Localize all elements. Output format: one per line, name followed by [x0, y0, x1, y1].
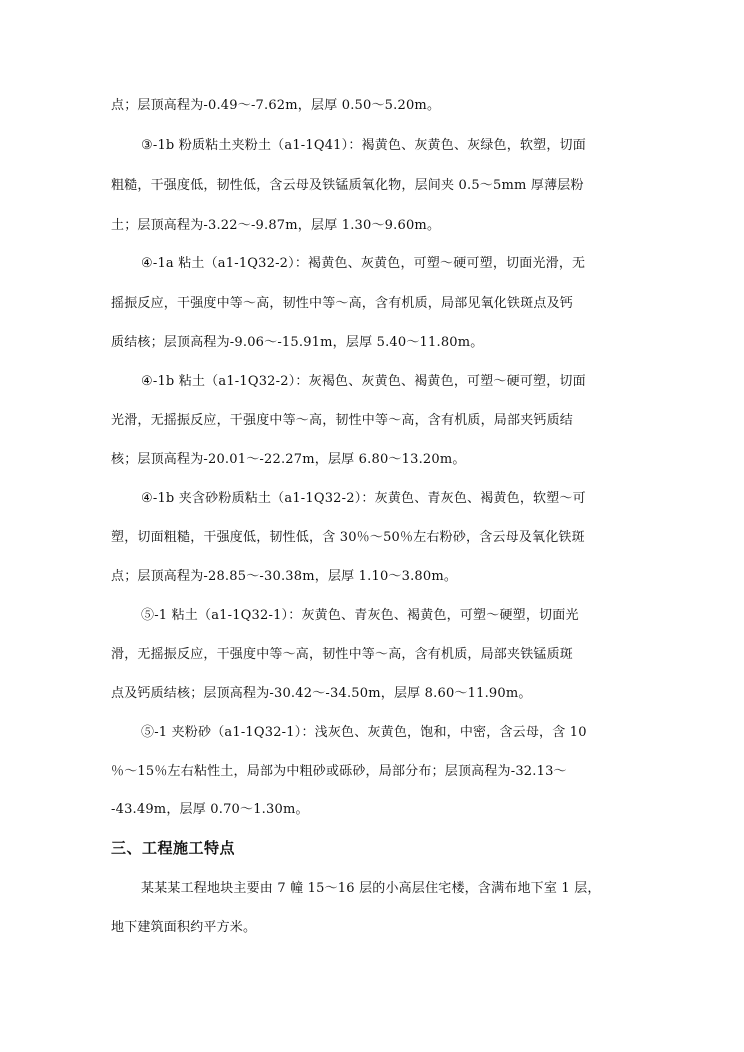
paragraph-line: 点及钙质结核；层顶高程为-30.42～-34.50m，层厚 8.60～11.90m。: [111, 686, 532, 701]
paragraph-line: 光滑，无摇振反应，干强度中等～高，韧性中等～高，含有机质，局部夹钙质结: [111, 413, 574, 428]
section-heading: 三、工程施工特点: [111, 839, 236, 857]
paragraph-line: 质结核；层顶高程为-9.06～-15.91m，层厚 5.40～11.80m。: [111, 335, 484, 350]
paragraph-line: ％～15％左右粘性土，局部为中粗砂或砾砂，局部分布；层顶高程为-32.13～: [111, 764, 567, 779]
paragraph-line: ③-1b 粉质粘土夹粉土（a1-1Q41）：褐黄色、灰黄色、灰绿色，软塑，切面: [141, 138, 586, 153]
paragraph-line: ⑤-1 夹粉砂（a1-1Q32-1）：浅灰色、灰黄色，饱和，中密，含云母，含 10: [141, 725, 587, 740]
paragraph-line: 某某某工程地块主要由 7 幢 15～16 层的小高层住宅楼，含满布地下室 1 层，: [141, 881, 601, 896]
paragraph-line: 点；层顶高程为-0.49～-7.62m，层厚 0.50～5.20m。: [111, 98, 441, 113]
paragraph-line: 粗糙，干强度低，韧性低，含云母及铁锰质氧化物，层间夹 0.5～5mm 厚薄层粉: [111, 178, 584, 193]
paragraph-line: 核；层顶高程为-20.01～-22.27m，层厚 6.80～13.20m。: [111, 452, 466, 467]
paragraph-line: ④-1a 粘土（a1-1Q32-2）：褐黄色、灰黄色，可塑～硬可塑，切面光滑，无: [141, 256, 586, 271]
paragraph-line: ⑤-1 粘土（a1-1Q32-1）：灰黄色、青灰色、褐黄色，可塑～硬塑，切面光: [141, 608, 579, 623]
paragraph-line: 滑，无摇振反应，干强度中等～高，韧性中等～高，含有机质，局部夹铁锰质斑: [111, 647, 574, 662]
paragraph-line: 摇振反应，干强度中等～高，韧性中等～高，含有机质，局部见氧化铁斑点及钙: [111, 296, 574, 311]
paragraph-line: -43.49m，层厚 0.70～1.30m。: [111, 802, 309, 817]
paragraph-line: 地下建筑面积约平方米。: [111, 920, 257, 935]
paragraph-line: 土；层顶高程为-3.22～-9.87m，层厚 1.30～9.60m。: [111, 218, 441, 233]
paragraph-line: ④-1b 夹含砂粉质粘土（a1-1Q32-2）：灰黄色、青灰色、褐黄色，软塑～可: [141, 491, 586, 506]
paragraph-line: ④-1b 粘土（a1-1Q32-2）：灰褐色、灰黄色、褐黄色，可塑～硬可塑，切面: [141, 374, 586, 389]
paragraph-line: 点；层顶高程为-28.85～-30.38m，层厚 1.10～3.80m。: [111, 569, 458, 584]
paragraph-line: 塑，切面粗糙，干强度低，韧性低，含 30％～50％左右粉砂，含云母及氧化铁斑: [111, 530, 585, 545]
